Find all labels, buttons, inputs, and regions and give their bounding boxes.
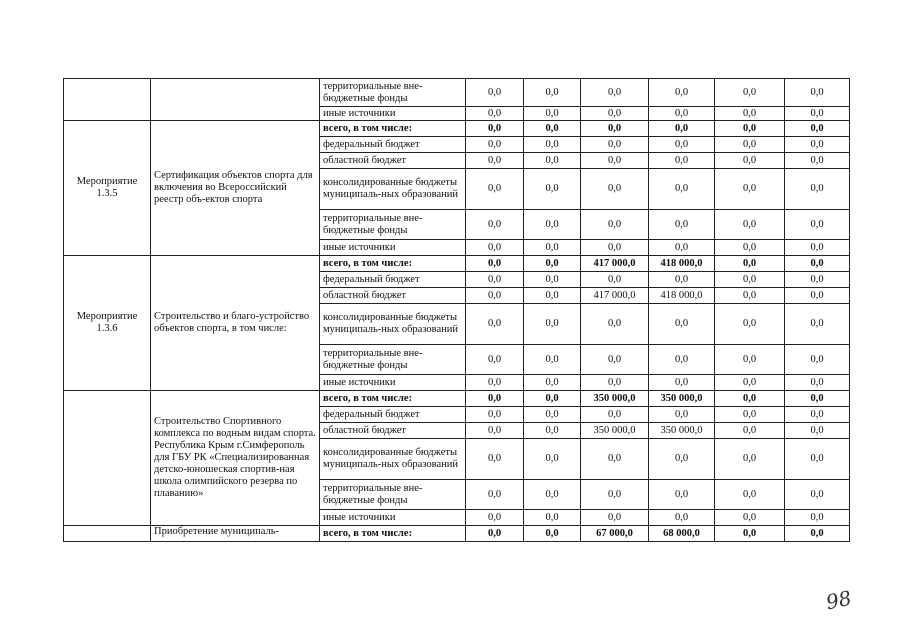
amount-cell: 0,0: [581, 510, 649, 526]
amount-cell: 0,0: [581, 375, 649, 391]
amount-cell: 0,0: [785, 137, 850, 153]
measure-cell: [64, 79, 151, 121]
amount-cell: 0,0: [466, 480, 524, 510]
amount-cell: 0,0: [649, 79, 715, 107]
measure-title-cell: Сертификация объектов спорта для включения во Всероссийский реестр объ-ектов спорта: [151, 121, 320, 256]
amount-cell: 0,0: [785, 169, 850, 210]
measure-cell: Мероприятие 1.3.5: [64, 121, 151, 256]
amount-cell: 0,0: [466, 272, 524, 288]
amount-cell: 0,0: [581, 272, 649, 288]
amount-cell: 0,0: [524, 391, 581, 407]
amount-cell: 350 000,0: [581, 423, 649, 439]
amount-cell: 0,0: [715, 256, 785, 272]
amount-cell: 0,0: [581, 304, 649, 345]
amount-cell: 0,0: [524, 304, 581, 345]
amount-cell: 0,0: [649, 272, 715, 288]
amount-cell: 0,0: [524, 510, 581, 526]
amount-cell: 0,0: [715, 480, 785, 510]
amount-cell: 0,0: [715, 407, 785, 423]
amount-cell: 0,0: [581, 107, 649, 121]
amount-cell: 0,0: [524, 288, 581, 304]
amount-cell: 417 000,0: [581, 288, 649, 304]
amount-cell: 0,0: [524, 79, 581, 107]
amount-cell: 0,0: [649, 510, 715, 526]
amount-cell: 0,0: [524, 121, 581, 137]
amount-cell: 0,0: [715, 288, 785, 304]
amount-cell: 0,0: [649, 210, 715, 240]
table-row: [64, 256, 850, 272]
amount-cell: 0,0: [524, 153, 581, 169]
amount-cell: 67 000,0: [581, 526, 649, 542]
amount-cell: 0,0: [715, 345, 785, 375]
funding-source-cell: территориальные вне-бюджетные фонды: [320, 79, 466, 107]
amount-cell: 0,0: [649, 345, 715, 375]
measure-title-cell: Строительство Спортивного комплекса по водным видам спорта. Республика Крым г.Симферополь для ГБУ РК «Специализированная детско-юношеская спортив-ная школа олимпийского резерва по плаванию»: [151, 391, 320, 526]
amount-cell: 0,0: [466, 240, 524, 256]
amount-cell: 0,0: [466, 391, 524, 407]
amount-cell: 0,0: [524, 256, 581, 272]
amount-cell: 0,0: [715, 272, 785, 288]
measure-title-cell: Приобретение муниципаль-: [151, 526, 320, 542]
amount-cell: 418 000,0: [649, 288, 715, 304]
funding-source-cell: федеральный бюджет: [320, 137, 466, 153]
amount-cell: 0,0: [785, 288, 850, 304]
amount-cell: 0,0: [785, 526, 850, 542]
amount-cell: 0,0: [715, 121, 785, 137]
amount-cell: 0,0: [524, 439, 581, 480]
amount-cell: 0,0: [785, 391, 850, 407]
amount-cell: 0,0: [466, 107, 524, 121]
amount-cell: 0,0: [649, 439, 715, 480]
amount-cell: 0,0: [785, 304, 850, 345]
funding-source-cell: консолидированные бюджеты муниципаль-ных образований: [320, 439, 466, 480]
amount-cell: 0,0: [785, 423, 850, 439]
funding-source-cell: всего, в том числе:: [320, 391, 466, 407]
table-row: [64, 79, 850, 107]
amount-cell: 417 000,0: [581, 256, 649, 272]
amount-cell: 0,0: [524, 423, 581, 439]
amount-cell: 418 000,0: [649, 256, 715, 272]
measure-cell: [64, 526, 151, 542]
measure-cell: [64, 391, 151, 526]
funding-source-cell: федеральный бюджет: [320, 272, 466, 288]
funding-source-cell: иные источники: [320, 240, 466, 256]
amount-cell: 0,0: [524, 107, 581, 121]
amount-cell: 0,0: [785, 121, 850, 137]
amount-cell: 0,0: [466, 375, 524, 391]
amount-cell: 0,0: [649, 407, 715, 423]
amount-cell: 350 000,0: [649, 391, 715, 407]
amount-cell: 0,0: [715, 210, 785, 240]
amount-cell: 0,0: [649, 121, 715, 137]
funding-source-cell: иные источники: [320, 510, 466, 526]
amount-cell: 0,0: [524, 210, 581, 240]
amount-cell: 0,0: [649, 137, 715, 153]
amount-cell: 0,0: [649, 375, 715, 391]
amount-cell: 0,0: [715, 137, 785, 153]
amount-cell: 0,0: [785, 407, 850, 423]
amount-cell: 0,0: [466, 345, 524, 375]
amount-cell: 0,0: [466, 210, 524, 240]
amount-cell: 0,0: [785, 510, 850, 526]
funding-source-cell: консолидированные бюджеты муниципаль-ных образований: [320, 304, 466, 345]
amount-cell: 350 000,0: [649, 423, 715, 439]
amount-cell: 0,0: [466, 288, 524, 304]
amount-cell: 350 000,0: [581, 391, 649, 407]
amount-cell: 0,0: [581, 169, 649, 210]
amount-cell: 0,0: [524, 272, 581, 288]
amount-cell: 0,0: [715, 423, 785, 439]
amount-cell: 0,0: [581, 407, 649, 423]
amount-cell: 0,0: [581, 153, 649, 169]
amount-cell: 0,0: [785, 375, 850, 391]
amount-cell: 0,0: [785, 210, 850, 240]
amount-cell: 0,0: [466, 256, 524, 272]
amount-cell: 0,0: [715, 439, 785, 480]
amount-cell: 0,0: [524, 375, 581, 391]
amount-cell: 0,0: [649, 240, 715, 256]
amount-cell: 0,0: [524, 240, 581, 256]
amount-cell: 0,0: [715, 510, 785, 526]
amount-cell: 0,0: [466, 423, 524, 439]
amount-cell: 0,0: [581, 79, 649, 107]
amount-cell: 0,0: [715, 240, 785, 256]
amount-cell: 0,0: [524, 407, 581, 423]
page-number: 98: [823, 585, 854, 615]
table-row: [64, 121, 850, 137]
amount-cell: 0,0: [466, 153, 524, 169]
amount-cell: 0,0: [466, 526, 524, 542]
amount-cell: 0,0: [524, 345, 581, 375]
budget-table: [63, 78, 850, 542]
funding-source-cell: территориальные вне-бюджетные фонды: [320, 210, 466, 240]
amount-cell: 0,0: [715, 526, 785, 542]
funding-source-cell: территориальные вне-бюджетные фонды: [320, 480, 466, 510]
amount-cell: 0,0: [649, 153, 715, 169]
funding-source-cell: областной бюджет: [320, 288, 466, 304]
measure-cell: Мероприятие 1.3.6: [64, 256, 151, 391]
amount-cell: 68 000,0: [649, 526, 715, 542]
amount-cell: 0,0: [715, 304, 785, 345]
amount-cell: 0,0: [715, 169, 785, 210]
amount-cell: 0,0: [524, 526, 581, 542]
funding-source-cell: федеральный бюджет: [320, 407, 466, 423]
amount-cell: 0,0: [466, 439, 524, 480]
amount-cell: 0,0: [466, 121, 524, 137]
amount-cell: 0,0: [581, 210, 649, 240]
amount-cell: 0,0: [581, 439, 649, 480]
amount-cell: 0,0: [581, 480, 649, 510]
amount-cell: 0,0: [649, 169, 715, 210]
amount-cell: 0,0: [785, 153, 850, 169]
amount-cell: 0,0: [785, 345, 850, 375]
amount-cell: 0,0: [715, 79, 785, 107]
amount-cell: 0,0: [581, 345, 649, 375]
amount-cell: 0,0: [649, 107, 715, 121]
amount-cell: 0,0: [524, 169, 581, 210]
amount-cell: 0,0: [466, 79, 524, 107]
amount-cell: 0,0: [581, 121, 649, 137]
amount-cell: 0,0: [581, 137, 649, 153]
amount-cell: 0,0: [785, 256, 850, 272]
amount-cell: 0,0: [466, 304, 524, 345]
amount-cell: 0,0: [715, 375, 785, 391]
amount-cell: 0,0: [785, 439, 850, 480]
amount-cell: 0,0: [649, 480, 715, 510]
amount-cell: 0,0: [649, 304, 715, 345]
amount-cell: 0,0: [524, 137, 581, 153]
funding-source-cell: иные источники: [320, 375, 466, 391]
amount-cell: 0,0: [715, 153, 785, 169]
amount-cell: 0,0: [785, 240, 850, 256]
funding-source-cell: иные источники: [320, 107, 466, 121]
funding-source-cell: всего, в том числе:: [320, 526, 466, 542]
amount-cell: 0,0: [466, 510, 524, 526]
measure-title-cell: Строительство и благо-устройство объектов спорта, в том числе:: [151, 256, 320, 391]
funding-source-cell: консолидированные бюджеты муниципаль-ных образований: [320, 169, 466, 210]
amount-cell: 0,0: [785, 107, 850, 121]
amount-cell: 0,0: [785, 480, 850, 510]
funding-source-cell: территориальные вне-бюджетные фонды: [320, 345, 466, 375]
funding-source-cell: областной бюджет: [320, 153, 466, 169]
amount-cell: 0,0: [466, 407, 524, 423]
amount-cell: 0,0: [466, 169, 524, 210]
funding-source-cell: областной бюджет: [320, 423, 466, 439]
amount-cell: 0,0: [715, 107, 785, 121]
funding-source-cell: всего, в том числе:: [320, 256, 466, 272]
amount-cell: 0,0: [524, 480, 581, 510]
amount-cell: 0,0: [466, 137, 524, 153]
amount-cell: 0,0: [715, 391, 785, 407]
amount-cell: 0,0: [581, 240, 649, 256]
table-body: [64, 79, 850, 542]
measure-title-cell: [151, 79, 320, 121]
amount-cell: 0,0: [785, 79, 850, 107]
table-row: [64, 526, 850, 542]
table-row: [64, 391, 850, 407]
funding-source-cell: всего, в том числе:: [320, 121, 466, 137]
amount-cell: 0,0: [785, 272, 850, 288]
